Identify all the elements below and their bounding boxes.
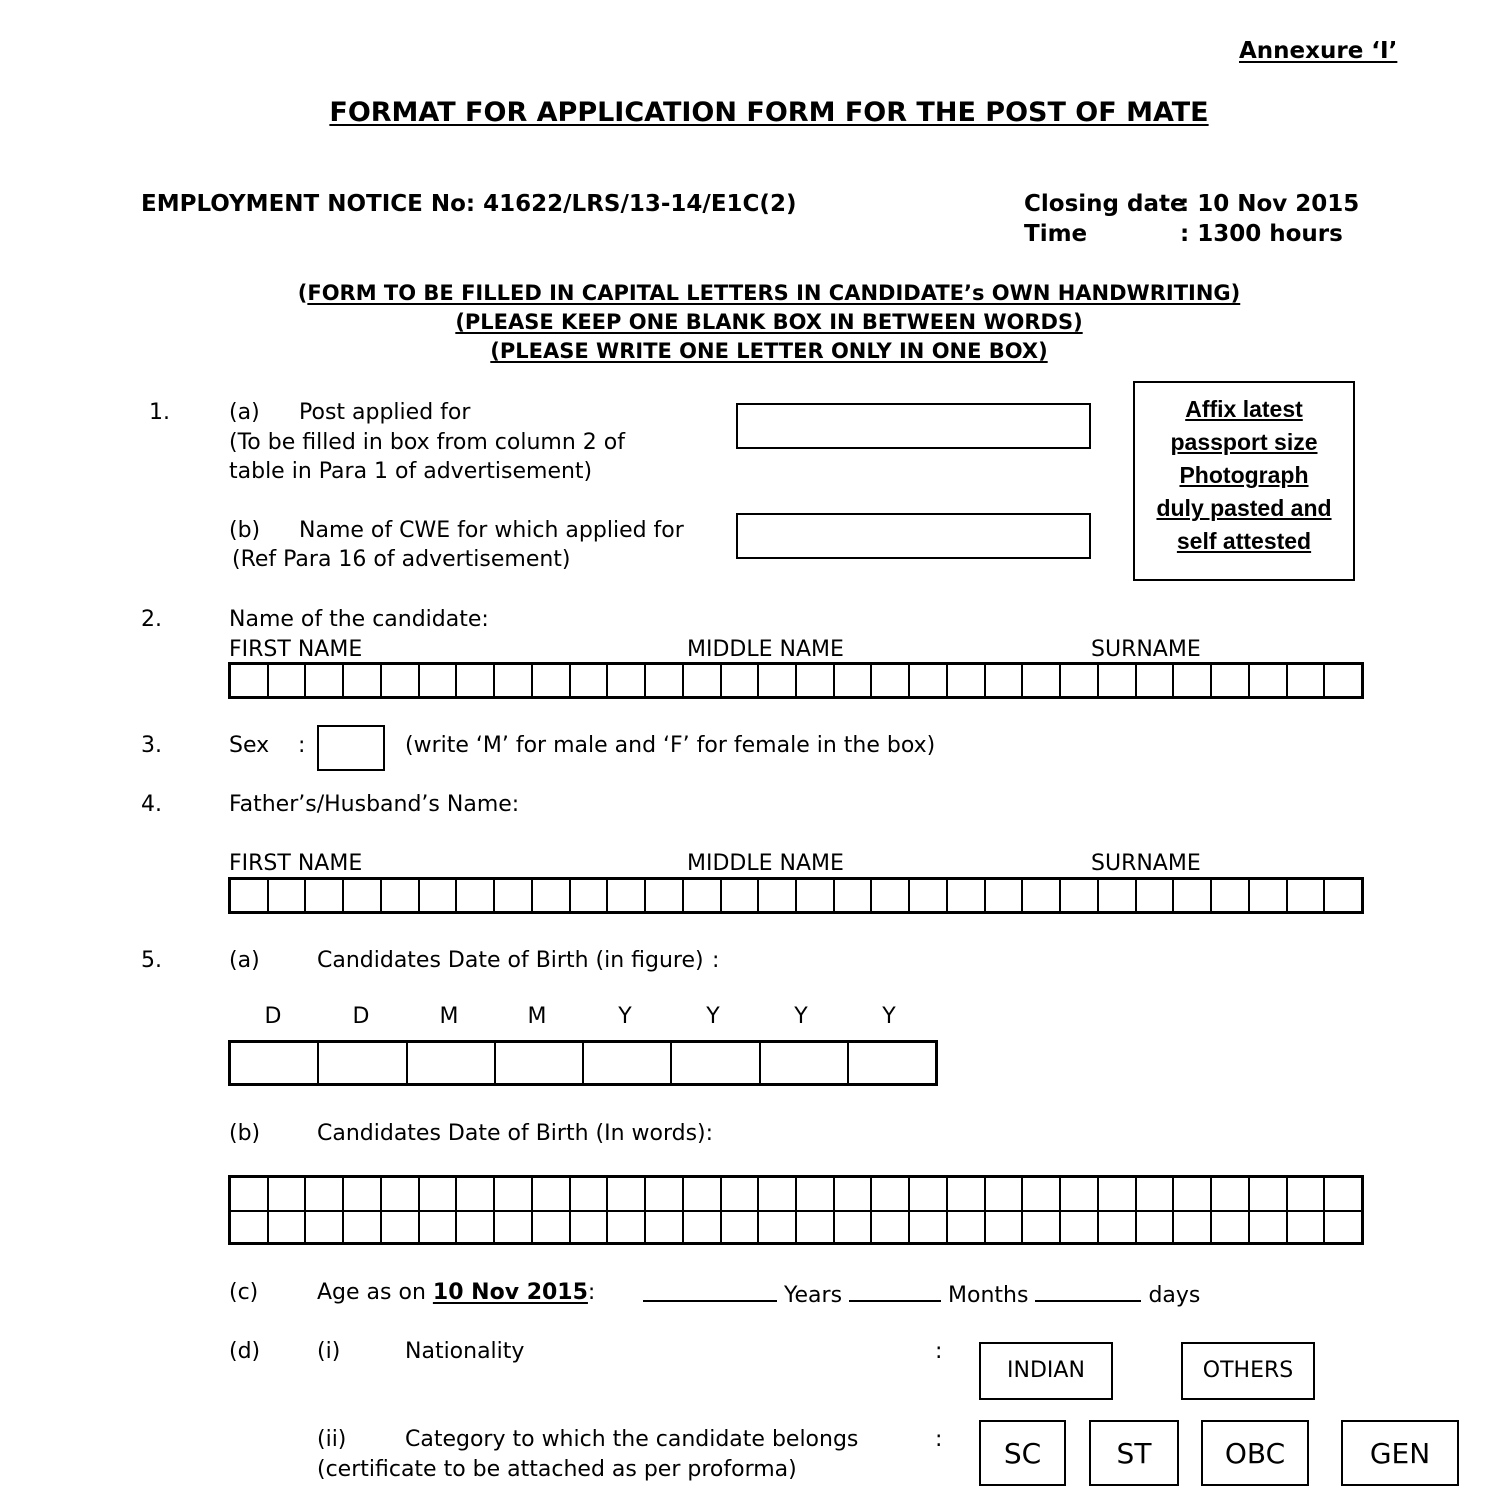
- age-reference-date: 10 Nov 2015: [432, 1280, 588, 1305]
- closing-date-label: Closing date: [1024, 191, 1186, 217]
- candidate-name-letter-box[interactable]: [1212, 665, 1250, 696]
- dob-words-letter-box[interactable]: [533, 1178, 571, 1210]
- candidate-name-letter-box[interactable]: [608, 665, 646, 696]
- father-name-letter-box[interactable]: [344, 880, 382, 911]
- candidate-name-letter-box[interactable]: [571, 665, 609, 696]
- father-middle-name-label: MIDDLE NAME: [687, 851, 844, 876]
- candidate-name-letter-box[interactable]: [835, 665, 873, 696]
- dob-words-letter-box[interactable]: [759, 1212, 797, 1242]
- candidate-name-letter-box[interactable]: [646, 665, 684, 696]
- dob-words-letter-box[interactable]: [269, 1212, 307, 1242]
- age-years-label: Years: [784, 1283, 843, 1308]
- dob-words-letter-box[interactable]: [306, 1178, 344, 1210]
- candidate-name-letter-box[interactable]: [1023, 665, 1061, 696]
- candidate-name-letter-box[interactable]: [306, 665, 344, 696]
- section-2-number: 2.: [141, 607, 162, 632]
- candidate-name-letter-box[interactable]: [457, 665, 495, 696]
- section-4-number: 4.: [141, 792, 162, 817]
- nationality-option-others[interactable]: OTHERS: [1181, 1342, 1315, 1400]
- section-1b-label: (b): [229, 518, 261, 543]
- dob-letter-y1: Y: [618, 1004, 632, 1029]
- father-name-letter-box[interactable]: [986, 880, 1024, 911]
- candidate-name-letter-box[interactable]: [1250, 665, 1288, 696]
- dob-words-letter-box[interactable]: [1288, 1178, 1326, 1210]
- age-colon: :: [587, 1280, 596, 1305]
- dob-words-letter-box[interactable]: [231, 1178, 269, 1210]
- category-option-st[interactable]: ST: [1089, 1420, 1179, 1486]
- cwe-name-note: (Ref Para 16 of advertisement): [232, 547, 571, 572]
- candidate-name-letter-box[interactable]: [231, 665, 269, 696]
- candidate-name-letter-box[interactable]: [1137, 665, 1175, 696]
- dob-words-letter-box[interactable]: [1023, 1178, 1061, 1210]
- candidate-name-letter-box[interactable]: [759, 665, 797, 696]
- father-name-boxes[interactable]: [228, 877, 1364, 914]
- age-label-text: Age as on: [317, 1280, 433, 1305]
- sex-colon: :: [298, 733, 306, 758]
- instruction-line-3: (PLEASE WRITE ONE LETTER ONLY IN ONE BOX): [490, 339, 1048, 363]
- category-option-sc[interactable]: SC: [979, 1420, 1066, 1486]
- father-name-letter-box[interactable]: [835, 880, 873, 911]
- dob-letter-m1: M: [439, 1004, 459, 1029]
- candidate-name-letter-box[interactable]: [986, 665, 1024, 696]
- dob-words-letter-box[interactable]: [382, 1178, 420, 1210]
- dob-words-letter-box[interactable]: [948, 1178, 986, 1210]
- father-name-letter-box[interactable]: [1137, 880, 1175, 911]
- dob-box-y2[interactable]: [672, 1043, 760, 1083]
- dob-words-letter-box[interactable]: [1212, 1178, 1250, 1210]
- dob-letter-d2: D: [352, 1004, 370, 1029]
- dob-box-m2[interactable]: [496, 1043, 584, 1083]
- dob-box-d2[interactable]: [319, 1043, 407, 1083]
- sex-instruction: (write ‘M’ for male and ‘F’ for female in the box): [405, 733, 936, 758]
- dob-words-letter-box[interactable]: [1288, 1212, 1326, 1242]
- dob-words-letter-box[interactable]: [1174, 1212, 1212, 1242]
- candidate-name-letter-box[interactable]: [533, 665, 571, 696]
- father-name-letter-box[interactable]: [910, 880, 948, 911]
- dob-letter-y2: Y: [706, 1004, 720, 1029]
- section-5d-ii-label: (ii): [317, 1427, 347, 1452]
- dob-words-letter-box[interactable]: [1061, 1178, 1099, 1210]
- cwe-name-label: Name of CWE for which applied for: [299, 518, 684, 543]
- dob-words-letter-box[interactable]: [835, 1178, 873, 1210]
- father-name-letter-box[interactable]: [1061, 880, 1099, 911]
- time-label: Time: [1024, 221, 1088, 247]
- father-name-letter-box[interactable]: [420, 880, 458, 911]
- dob-words-letter-box[interactable]: [457, 1178, 495, 1210]
- dob-words-letter-box[interactable]: [872, 1178, 910, 1210]
- dob-words-boxes[interactable]: [228, 1175, 1364, 1245]
- candidate-first-name-label: FIRST NAME: [229, 637, 363, 662]
- sex-label: Sex: [229, 733, 270, 758]
- dob-words-letter-box[interactable]: [986, 1178, 1024, 1210]
- father-name-letter-box[interactable]: [382, 880, 420, 911]
- dob-words-letter-box[interactable]: [1061, 1212, 1099, 1242]
- father-name-letter-box[interactable]: [269, 880, 307, 911]
- father-name-letter-box[interactable]: [1023, 880, 1061, 911]
- dob-words-letter-box[interactable]: [1250, 1212, 1288, 1242]
- candidate-name-letter-box[interactable]: [344, 665, 382, 696]
- candidate-name-letter-box[interactable]: [797, 665, 835, 696]
- father-name-letter-box[interactable]: [1288, 880, 1326, 911]
- dob-words-letter-box[interactable]: [571, 1212, 609, 1242]
- father-name-letter-box[interactable]: [495, 880, 533, 911]
- category-option-obc[interactable]: OBC: [1201, 1420, 1309, 1486]
- candidate-name-letter-box[interactable]: [910, 665, 948, 696]
- section-3-number: 3.: [141, 733, 162, 758]
- annexure-label: Annexure ‘I’: [1239, 38, 1398, 64]
- section-1-number: 1.: [149, 400, 170, 425]
- post-applied-label: Post applied for: [299, 400, 471, 425]
- dob-letter-m2: M: [527, 1004, 547, 1029]
- employment-notice: EMPLOYMENT NOTICE No: 41622/LRS/13-14/E1C(2): [141, 191, 797, 217]
- father-name-letter-box[interactable]: [684, 880, 722, 911]
- candidate-name-boxes[interactable]: [228, 662, 1364, 699]
- dob-letter-d1: D: [264, 1004, 282, 1029]
- candidate-name-letter-box[interactable]: [1288, 665, 1326, 696]
- dob-words-letter-box[interactable]: [533, 1212, 571, 1242]
- dob-words-letter-box[interactable]: [1023, 1212, 1061, 1242]
- dob-words-row-1: [231, 1178, 1361, 1210]
- nationality-label: Nationality: [405, 1339, 525, 1364]
- photo-box[interactable]: [1133, 381, 1355, 581]
- dob-figure-label: Candidates Date of Birth (in figure): [317, 948, 704, 973]
- instruction-text-1: FORM TO BE FILLED IN CAPITAL LETTERS IN CANDIDATE’s OWN HANDWRITING): [307, 281, 1241, 305]
- dob-words-label: Candidates Date of Birth (In words):: [317, 1121, 714, 1146]
- candidate-name-letter-box[interactable]: [1099, 665, 1137, 696]
- age-months-blank[interactable]: [849, 1278, 941, 1302]
- dob-letter-y4: Y: [882, 1004, 896, 1029]
- father-name-letter-box[interactable]: [797, 880, 835, 911]
- dob-words-letter-box[interactable]: [986, 1212, 1024, 1242]
- dob-words-letter-box[interactable]: [684, 1212, 722, 1242]
- dob-words-letter-box[interactable]: [344, 1212, 382, 1242]
- father-name-letter-box[interactable]: [1325, 880, 1361, 911]
- dob-words-letter-box[interactable]: [306, 1212, 344, 1242]
- dob-words-letter-box[interactable]: [646, 1212, 684, 1242]
- father-name-letter-box[interactable]: [457, 880, 495, 911]
- dob-words-letter-box[interactable]: [872, 1212, 910, 1242]
- category-option-gen[interactable]: GEN: [1341, 1420, 1459, 1486]
- age-years-blank[interactable]: [643, 1278, 777, 1302]
- dob-words-letter-box[interactable]: [420, 1212, 458, 1242]
- post-applied-input[interactable]: [736, 403, 1091, 449]
- candidate-name-letter-box[interactable]: [872, 665, 910, 696]
- dob-words-letter-box[interactable]: [457, 1212, 495, 1242]
- dob-words-letter-box[interactable]: [797, 1178, 835, 1210]
- time-value: : 1300 hours: [1180, 221, 1343, 247]
- post-applied-note-2: table in Para 1 of advertisement): [229, 459, 593, 484]
- cwe-name-input[interactable]: [736, 513, 1091, 559]
- father-name-letter-box[interactable]: [533, 880, 571, 911]
- dob-words-letter-box[interactable]: [382, 1212, 420, 1242]
- dob-words-letter-box[interactable]: [608, 1178, 646, 1210]
- candidate-name-letter-box[interactable]: [382, 665, 420, 696]
- father-name-letter-box[interactable]: [872, 880, 910, 911]
- section-5d-label: (d): [229, 1339, 261, 1364]
- father-name-letter-box[interactable]: [306, 880, 344, 911]
- dob-words-letter-box[interactable]: [684, 1178, 722, 1210]
- father-name-letter-box[interactable]: [231, 880, 269, 911]
- father-name-letter-box[interactable]: [759, 880, 797, 911]
- candidate-name-letter-box[interactable]: [684, 665, 722, 696]
- dob-words-letter-box[interactable]: [722, 1212, 760, 1242]
- father-name-letter-box[interactable]: [948, 880, 986, 911]
- instruction-line-1: [0, 281, 1500, 305]
- father-name-letter-box[interactable]: [722, 880, 760, 911]
- section-5c-label: (c): [229, 1280, 259, 1305]
- father-name-letter-box[interactable]: [1174, 880, 1212, 911]
- dob-words-letter-box[interactable]: [910, 1212, 948, 1242]
- father-surname-label: SURNAME: [1091, 851, 1201, 876]
- candidate-name-label: Name of the candidate:: [229, 607, 489, 632]
- dob-words-letter-box[interactable]: [495, 1212, 533, 1242]
- dob-words-letter-box[interactable]: [1099, 1212, 1137, 1242]
- section-5b-label: (b): [229, 1121, 261, 1146]
- dob-box-m1[interactable]: [408, 1043, 496, 1083]
- dob-words-row-2: [231, 1210, 1361, 1242]
- age-days-label: days: [1148, 1283, 1201, 1308]
- dob-box-d1[interactable]: [231, 1043, 319, 1083]
- instruction-open-paren: (: [297, 281, 308, 305]
- section-1a-label: (a): [229, 400, 260, 425]
- age-days-blank[interactable]: [1035, 1278, 1141, 1302]
- photo-line-5: self attested: [1176, 528, 1312, 554]
- category-label: Category to which the candidate belongs: [405, 1427, 859, 1452]
- dob-words-letter-box[interactable]: [1325, 1212, 1361, 1242]
- dob-words-letter-box[interactable]: [608, 1212, 646, 1242]
- dob-words-letter-box[interactable]: [797, 1212, 835, 1242]
- instruction-line-2: (PLEASE KEEP ONE BLANK BOX IN BETWEEN WORDS): [455, 310, 1083, 334]
- age-fields: [643, 1278, 1200, 1311]
- sex-input[interactable]: [317, 725, 385, 771]
- candidate-name-letter-box[interactable]: [1325, 665, 1361, 696]
- father-name-letter-box[interactable]: [646, 880, 684, 911]
- dob-box-y4[interactable]: [849, 1043, 935, 1083]
- closing-date-value: : 10 Nov 2015: [1180, 191, 1360, 217]
- father-name-letter-box[interactable]: [1250, 880, 1288, 911]
- dob-words-letter-box[interactable]: [835, 1212, 873, 1242]
- father-first-name-label: FIRST NAME: [229, 851, 363, 876]
- dob-words-letter-box[interactable]: [1137, 1178, 1175, 1210]
- dob-words-letter-box[interactable]: [1212, 1212, 1250, 1242]
- form-title: FORMAT FOR APPLICATION FORM FOR THE POST OF MATE: [329, 97, 1209, 128]
- dob-words-letter-box[interactable]: [910, 1178, 948, 1210]
- dob-box-y3[interactable]: [761, 1043, 849, 1083]
- father-name-letter-box[interactable]: [1099, 880, 1137, 911]
- section-5d-i-label: (i): [317, 1339, 341, 1364]
- dob-words-letter-box[interactable]: [269, 1178, 307, 1210]
- dob-words-letter-box[interactable]: [1325, 1178, 1361, 1210]
- photo-line-3: Photograph: [1179, 462, 1309, 488]
- father-name-letter-box[interactable]: [571, 880, 609, 911]
- father-name-letter-box[interactable]: [1212, 880, 1250, 911]
- photo-line-2: passport size: [1170, 429, 1318, 455]
- dob-words-letter-box[interactable]: [722, 1178, 760, 1210]
- dob-words-letter-box[interactable]: [1137, 1212, 1175, 1242]
- candidate-name-letter-box[interactable]: [948, 665, 986, 696]
- dob-figure-boxes[interactable]: [228, 1040, 938, 1086]
- dob-letter-y3: Y: [794, 1004, 808, 1029]
- photo-line-1: Affix latest: [1185, 396, 1303, 422]
- category-note: (certificate to be attached as per proforma): [317, 1457, 797, 1482]
- dob-words-letter-box[interactable]: [344, 1178, 382, 1210]
- dob-words-letter-box[interactable]: [646, 1178, 684, 1210]
- dob-words-letter-box[interactable]: [231, 1212, 269, 1242]
- dob-words-letter-box[interactable]: [1099, 1178, 1137, 1210]
- post-applied-note-1: (To be filled in box from column 2 of: [229, 430, 625, 455]
- candidate-name-letter-box[interactable]: [495, 665, 533, 696]
- dob-words-letter-box[interactable]: [420, 1178, 458, 1210]
- candidate-middle-name-label: MIDDLE NAME: [687, 637, 844, 662]
- candidate-name-letter-box[interactable]: [1061, 665, 1099, 696]
- dob-box-y1[interactable]: [584, 1043, 672, 1083]
- age-months-label: Months: [948, 1283, 1029, 1308]
- dob-words-letter-box[interactable]: [495, 1178, 533, 1210]
- candidate-surname-label: SURNAME: [1091, 637, 1201, 662]
- candidate-name-letter-box[interactable]: [269, 665, 307, 696]
- photo-line-4: duly pasted and: [1156, 495, 1332, 521]
- dob-words-letter-box[interactable]: [1250, 1178, 1288, 1210]
- section-5a-label: (a): [229, 948, 260, 973]
- father-name-letter-box[interactable]: [608, 880, 646, 911]
- father-husband-name-label: Father’s/Husband’s Name:: [229, 792, 520, 817]
- category-colon: :: [935, 1427, 943, 1452]
- nationality-option-indian[interactable]: INDIAN: [979, 1342, 1113, 1400]
- dob-words-letter-box[interactable]: [571, 1178, 609, 1210]
- nationality-colon: :: [935, 1339, 943, 1364]
- candidate-name-letter-box[interactable]: [420, 665, 458, 696]
- section-5-number: 5.: [141, 948, 162, 973]
- dob-figure-colon: :: [712, 948, 720, 973]
- dob-words-letter-box[interactable]: [948, 1212, 986, 1242]
- candidate-name-letter-box[interactable]: [1174, 665, 1212, 696]
- dob-words-letter-box[interactable]: [759, 1178, 797, 1210]
- age-label: [317, 1278, 595, 1308]
- dob-words-letter-box[interactable]: [1174, 1178, 1212, 1210]
- candidate-name-letter-box[interactable]: [722, 665, 760, 696]
